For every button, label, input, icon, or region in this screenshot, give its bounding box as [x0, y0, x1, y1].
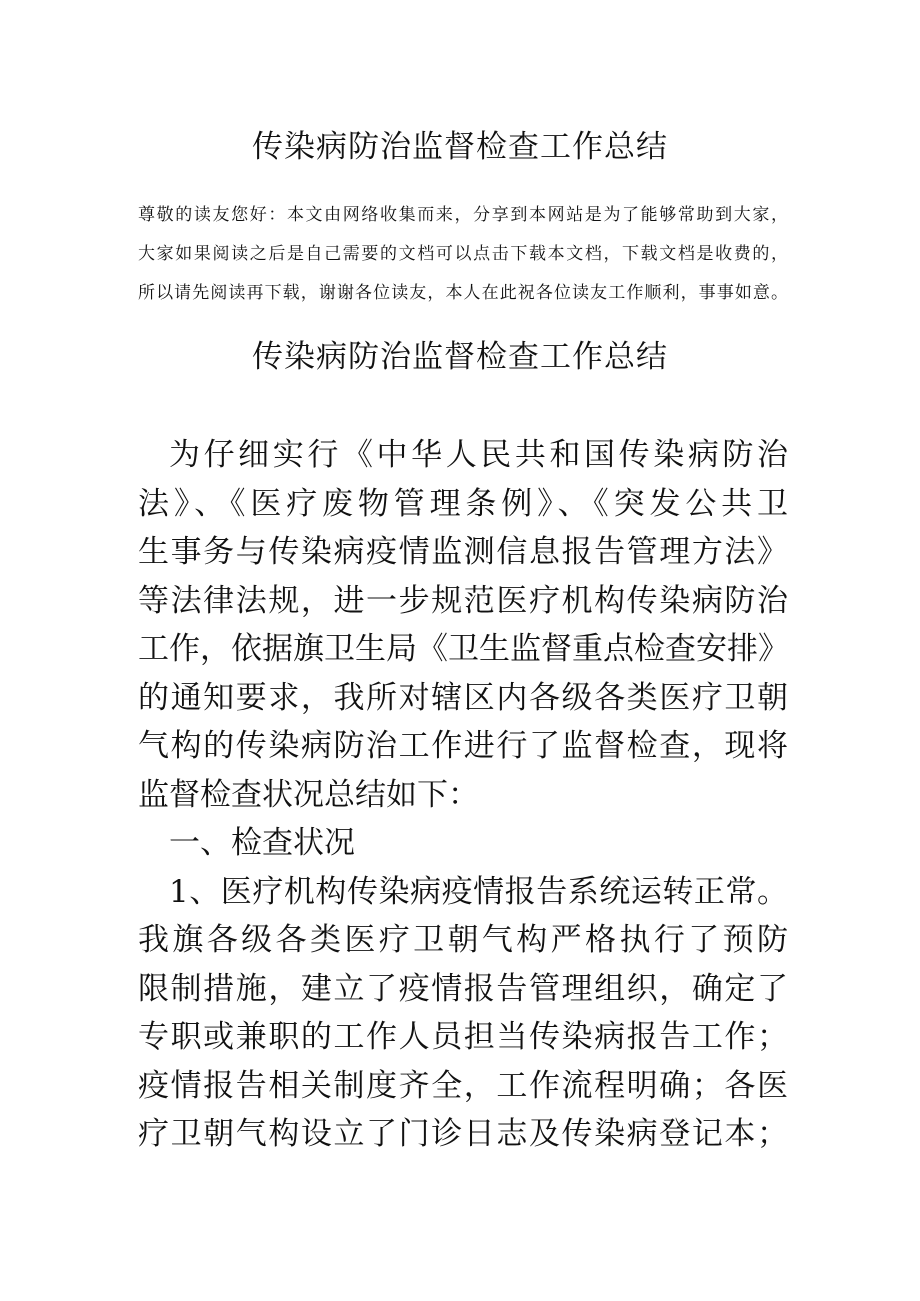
notice-line: 尊敬的读友您好：本文由网络收集而来，分享到本网站是为了能够常助到大家，: [138, 205, 788, 225]
body-line: 生事务与传染病疫情监测信息报告管理方法》: [138, 534, 788, 570]
body-line: 监督检查状况总结如下：: [138, 776, 479, 813]
notice-line: 所以请先阅读再下载，谢谢各位读友，本人在此祝各位读友工作顺利，事事如意。: [138, 283, 788, 303]
body-line: 工作，依据旗卫生局《卫生监督重点检查安排》: [138, 631, 789, 667]
body-line: 法》、《医疗废物管理条例》、《突发公共卫: [138, 485, 788, 522]
body-line: 为仔细实行《中华人民共和国传染病防治: [169, 437, 788, 473]
document-title: 传染病防治监督检查工作总结: [252, 129, 668, 165]
document-body: [138, 431, 788, 1159]
body-line: 等法律法规，进一步规范医疗机构传染病防治: [138, 582, 788, 619]
body-line: 限制措施，建立了疫情报告管理组织，确定了: [138, 970, 788, 1007]
body-line: 我旗各级各类医疗卫朝气构严格执行了预防: [138, 922, 788, 958]
notice-line: 大家如果阅读之后是自己需要的文档可以点击下载本文档，下载文档是收费的，: [138, 244, 788, 264]
body-line: 专职或兼职的工作人员担当传染病报告工作；: [138, 1019, 788, 1055]
body-line: 气构的传染病防治工作进行了监督检查，现将: [138, 728, 788, 764]
body-line: 的通知要求，我所对辖区内各级各类医疗卫朝: [138, 679, 788, 716]
body-line: 1、医疗机构传染病疫情报告系统运转正常。: [169, 873, 788, 910]
reader-notice: [138, 196, 788, 313]
section-heading: 一、检查状况: [169, 825, 355, 861]
body-line: 疗卫朝气构设立了门诊日志及传染病登记本；: [138, 1116, 788, 1152]
document-subtitle: 传染病防治监督检查工作总结: [252, 339, 668, 375]
body-line: 疫情报告相关制度齐全，工作流程明确；各医: [138, 1067, 788, 1104]
